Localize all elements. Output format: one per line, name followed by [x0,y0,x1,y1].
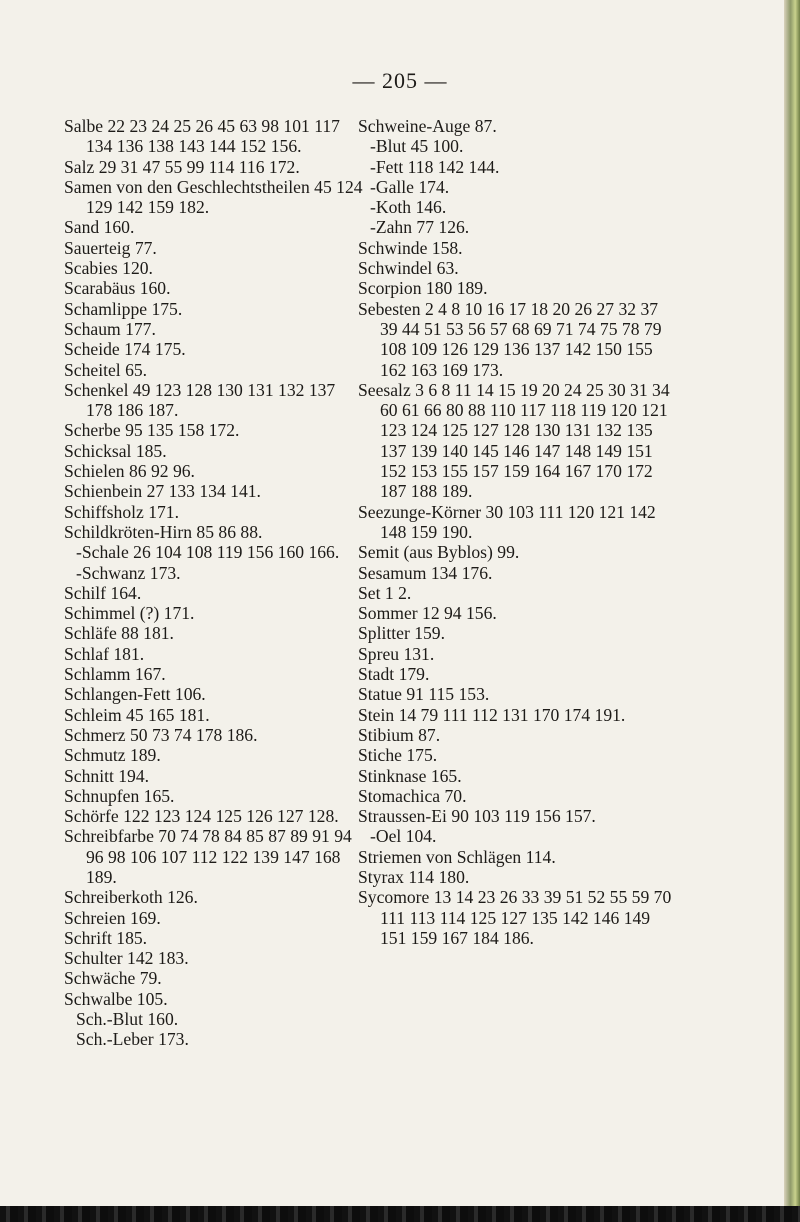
index-entry: Sebesten 2 4 8 10 16 17 18 20 26 27 32 37 39 44 51 53 56 57 68 69 71 74 75 78 79 108 109 126 129 136 137 142 150 155 162 163 169 173. [358,298,662,380]
index-entry: Scherbe 95 135 158 172. [64,420,240,441]
index-entry: Striemen von Schlägen 114. [358,846,556,867]
index-entry: Schreiberkoth 126. [64,887,198,908]
index-entry: Schmutz 189. [64,745,161,766]
index-entry: -Schale 26 104 108 119 156 160 166. [76,542,340,563]
index-entry: Samen von den Geschlechtstheilen 45 124 129 142 159 182. [64,176,363,218]
index-entry: Spreu 131. [358,643,435,664]
index-entry: Sch.-Leber 173. [76,1029,189,1050]
index-entry: Styrax 114 180. [358,866,470,887]
index-entry: Salz 29 31 47 55 99 114 116 172. [64,156,300,177]
index-entry: Stein 14 79 111 112 131 170 174 191. [358,704,626,725]
index-entry: Schilf 164. [64,582,142,603]
index-entry: Schamlippe 175. [64,298,183,319]
index-entry: Schwinde 158. [358,237,463,258]
index-entry: Schmerz 50 73 74 178 186. [64,724,258,745]
index-entry: -Galle 174. [370,176,450,197]
index-entry: Schrift 185. [64,927,148,948]
page-number: — 205 — [352,68,448,93]
index-entry: Set 1 2. [358,582,412,603]
index-entry: Scheide 174 175. [64,339,186,360]
index-column-right [358,116,678,948]
index-entry: Schwindel 63. [358,258,459,279]
index-entry: Splitter 159. [358,623,445,644]
index-entry: -Blut 45 100. [370,136,464,157]
index-entry: -Fett 118 142 144. [370,156,500,177]
index-entry: Schörfe 122 123 124 125 126 127 128. [64,806,339,827]
index-entry: Schleim 45 165 181. [64,704,210,725]
index-entry: Schiffsholz 171. [64,501,180,522]
index-entry: Schwalbe 105. [64,988,168,1009]
index-entry: Sycomore 13 14 23 26 33 39 51 52 55 59 70 111 113 114 125 127 135 142 146 149 151 159 167 184 186. [358,887,672,948]
index-entry: Straussen-Ei 90 103 119 156 157. [358,806,596,827]
index-entry: Schläfe 88 181. [64,623,174,644]
index-entry: Schlaf 181. [64,643,145,664]
index-entry: Schaum 177. [64,318,156,339]
book-spine-edge [784,0,800,1222]
index-column-left [64,116,364,1050]
index-entry: Schienbein 27 133 134 141. [64,481,261,502]
index-entry: Stibium 87. [358,724,441,745]
index-entry: Schnupfen 165. [64,785,175,806]
index-entry: Sch.-Blut 160. [76,1009,179,1030]
index-entry: Sommer 12 94 156. [358,603,497,624]
index-entry: Schwäche 79. [64,968,162,989]
index-entry: Stinknase 165. [358,765,462,786]
scan-bottom-edge [0,1206,800,1222]
index-entry: -Koth 146. [370,197,447,218]
index-entry: Seezunge-Körner 30 103 111 120 121 142 148 159 190. [358,501,656,542]
index-entry: Sauerteig 77. [64,237,157,258]
index-entry: -Oel 104. [370,826,437,847]
index-entry: Schreibfarbe 70 74 78 84 85 87 89 91 94 96 98 106 107 112 122 139 147 168 189. [64,826,352,887]
index-entry: Seesalz 3 6 8 11 14 15 19 20 24 25 30 31 34 60 61 66 80 88 110 117 118 119 120 121 123 124 125 127 128 130 131 132 135 137 139 140 145 146 147 148 149 151 152 153 155 157 159 164 167 170 172 187 188 189. [358,379,670,502]
index-entry: Schicksal 185. [64,440,167,461]
index-entry: Scabies 120. [64,258,153,279]
index-entry: Schenkel 49 123 128 130 131 132 137 178 186 187. [64,379,336,421]
index-entry: Schildkröten-Hirn 85 86 88. [64,521,263,542]
index-entry: Schreien 169. [64,907,161,928]
index-entry: Schlamm 167. [64,664,166,685]
index-entry: Scarabäus 160. [64,278,171,299]
index-entry: Schimmel (?) 171. [64,603,195,624]
index-entry: Schielen 86 92 96. [64,461,195,482]
index-entry: Sesamum 134 176. [358,562,493,583]
index-entry: Scheitel 65. [64,359,148,380]
index-entry: Sand 160. [64,217,135,238]
index-entry: Stomachica 70. [358,785,467,806]
index-entry: Schnitt 194. [64,765,150,786]
index-entry: Statue 91 115 153. [358,684,490,705]
index-entry: -Zahn 77 126. [370,217,470,238]
index-entry: Schlangen-Fett 106. [64,684,206,705]
index-entry: Stadt 179. [358,664,430,685]
index-entry: Stiche 175. [358,745,438,766]
index-entry: Semit (aus Byblos) 99. [358,542,520,563]
index-entry: -Schwanz 173. [76,562,181,583]
index-entry: Salbe 22 23 24 25 26 45 63 98 101 117 134 136 138 143 144 152 156. [64,116,340,157]
index-entry: Schweine-Auge 87. [358,116,497,136]
index-entry: Schulter 142 183. [64,948,189,969]
index-entry: Scorpion 180 189. [358,278,488,299]
